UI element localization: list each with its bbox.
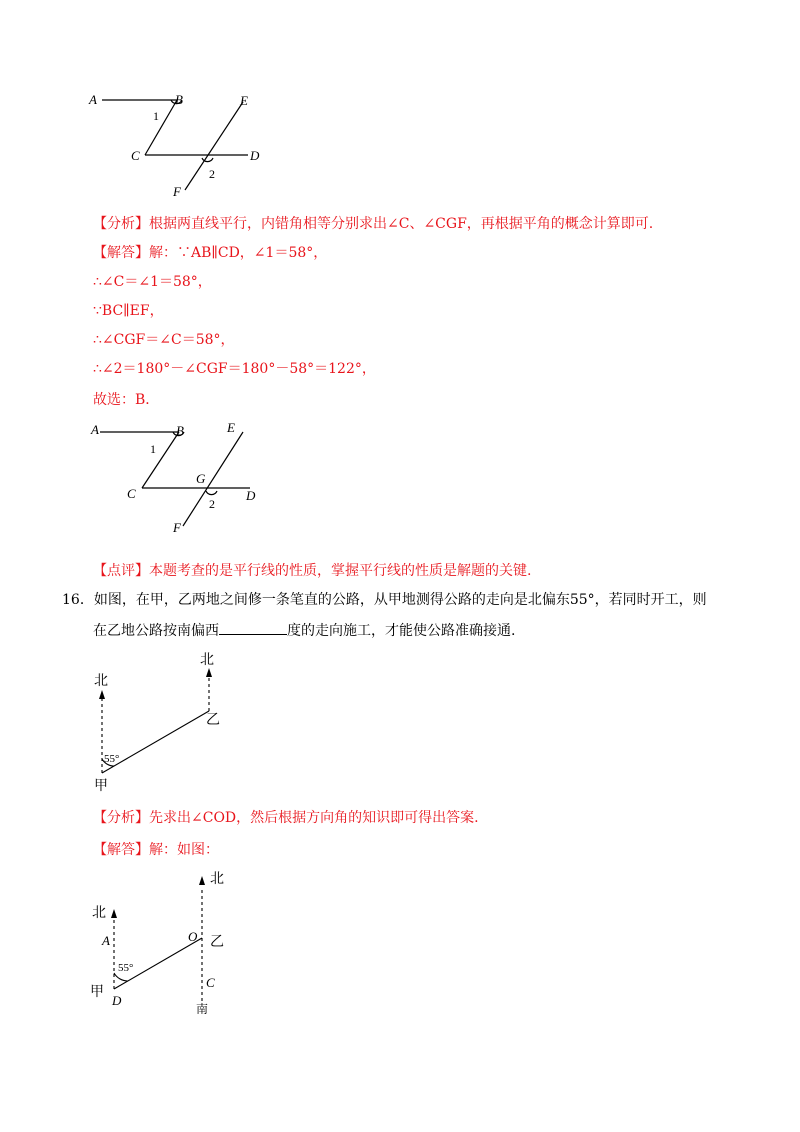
- label-angle-55: 55°: [118, 962, 134, 974]
- solution-tag: 【解答】: [93, 842, 149, 858]
- label-angle-2: 2: [209, 497, 215, 511]
- angle-2-arc: [206, 491, 217, 495]
- label-angle-1: 1: [153, 109, 159, 123]
- label-g: G: [196, 471, 206, 486]
- label-e: E: [240, 93, 248, 108]
- label-angle-2: 2: [209, 167, 215, 181]
- answer-blank[interactable]: [219, 620, 287, 635]
- north-arrow-right: [206, 668, 212, 677]
- comment-text: 本题考查的是平行线的性质，掌握平行线的性质是解题的关键.: [149, 563, 532, 579]
- solution-1-line-2: ∴∠C＝∠1＝58°，: [93, 274, 212, 290]
- question-number: 16．: [62, 592, 94, 608]
- analysis-2: [93, 808, 479, 828]
- label-d: D: [250, 148, 260, 163]
- figure-parallel-lines-1: [85, 90, 270, 200]
- label-angle-55: 55°: [104, 753, 120, 765]
- figure-parallel-lines-2: [85, 418, 270, 540]
- label-yi: 乙: [210, 935, 224, 950]
- analysis-text: 根据两直线平行，内错角相等分别求出∠C、∠CGF，再根据平角的概念计算即可.: [149, 216, 654, 232]
- label-b: B: [176, 423, 184, 438]
- label-yi: 乙: [206, 713, 220, 728]
- north-arrow-left: [111, 909, 117, 918]
- label-e: E: [227, 420, 235, 435]
- label-d: D: [246, 488, 256, 503]
- segment-ef: [183, 432, 243, 526]
- question-text-before-blank: 在乙地公路按南偏西: [93, 623, 219, 639]
- figure-bearing-solution: [88, 865, 248, 1015]
- solution-text: 解：∵AB∥CD，∠1＝58°，: [149, 245, 328, 261]
- label-jia: 甲: [90, 985, 104, 1000]
- solution-tag: 【解答】: [93, 245, 149, 261]
- question-16-line-2: [93, 620, 515, 641]
- label-f: F: [173, 184, 181, 199]
- figure-bearing-question: [88, 648, 238, 796]
- question-text-after-blank: 度的走向施工，才能使公路准确接通.: [287, 623, 516, 639]
- analysis-text: 先求出∠COD，然后根据方向角的知识即可得出答案.: [149, 810, 479, 826]
- angle-2-arc: [202, 158, 213, 162]
- label-c: C: [206, 975, 215, 990]
- label-north-right: 北: [210, 872, 224, 887]
- label-north-left: 北: [92, 906, 106, 921]
- segment-bc: [145, 100, 177, 155]
- label-f: F: [173, 520, 181, 535]
- label-b: B: [175, 92, 183, 107]
- label-c: C: [131, 148, 140, 163]
- label-d: D: [112, 993, 122, 1008]
- comment-tag: 【点评】: [93, 563, 149, 579]
- label-a: A: [91, 422, 99, 437]
- label-north-left: 北: [94, 674, 108, 689]
- solution-1-line-3: ∵BC∥EF，: [93, 303, 164, 319]
- label-angle-1: 1: [150, 442, 156, 456]
- north-arrow-left: [99, 690, 105, 699]
- question-text: 如图，在甲，乙两地之间修一条笔直的公路，从甲地测得公路的走向是北偏东55°，若同时开工，则: [93, 592, 707, 608]
- label-north-right: 北: [200, 653, 214, 668]
- angle-55-arc: [114, 973, 128, 981]
- solution-1-line-5: ∴∠2＝180°－∠CGF＝180°－58°＝122°，: [93, 361, 376, 377]
- north-arrow-right: [199, 876, 205, 885]
- label-o: O: [188, 929, 198, 944]
- solution-1-line-4: ∴∠CGF＝∠C＝58°，: [93, 332, 235, 348]
- analysis-tag: 【分析】: [93, 810, 149, 826]
- question-16-line-1: [62, 590, 707, 610]
- analysis-tag: 【分析】: [93, 216, 149, 232]
- segment-bc: [142, 432, 179, 488]
- label-c: C: [127, 486, 136, 501]
- label-jia: 甲: [94, 779, 108, 794]
- analysis-1: [93, 214, 653, 234]
- comment-1: [93, 561, 531, 581]
- solution-1-line-1: [93, 243, 327, 263]
- label-south: 南: [196, 1002, 209, 1016]
- solution-2: [93, 840, 219, 860]
- label-a: A: [89, 92, 97, 107]
- label-a: A: [102, 933, 110, 948]
- solution-1-line-6: 故选：B．: [93, 392, 160, 408]
- solution-text: 解：如图：: [149, 842, 219, 858]
